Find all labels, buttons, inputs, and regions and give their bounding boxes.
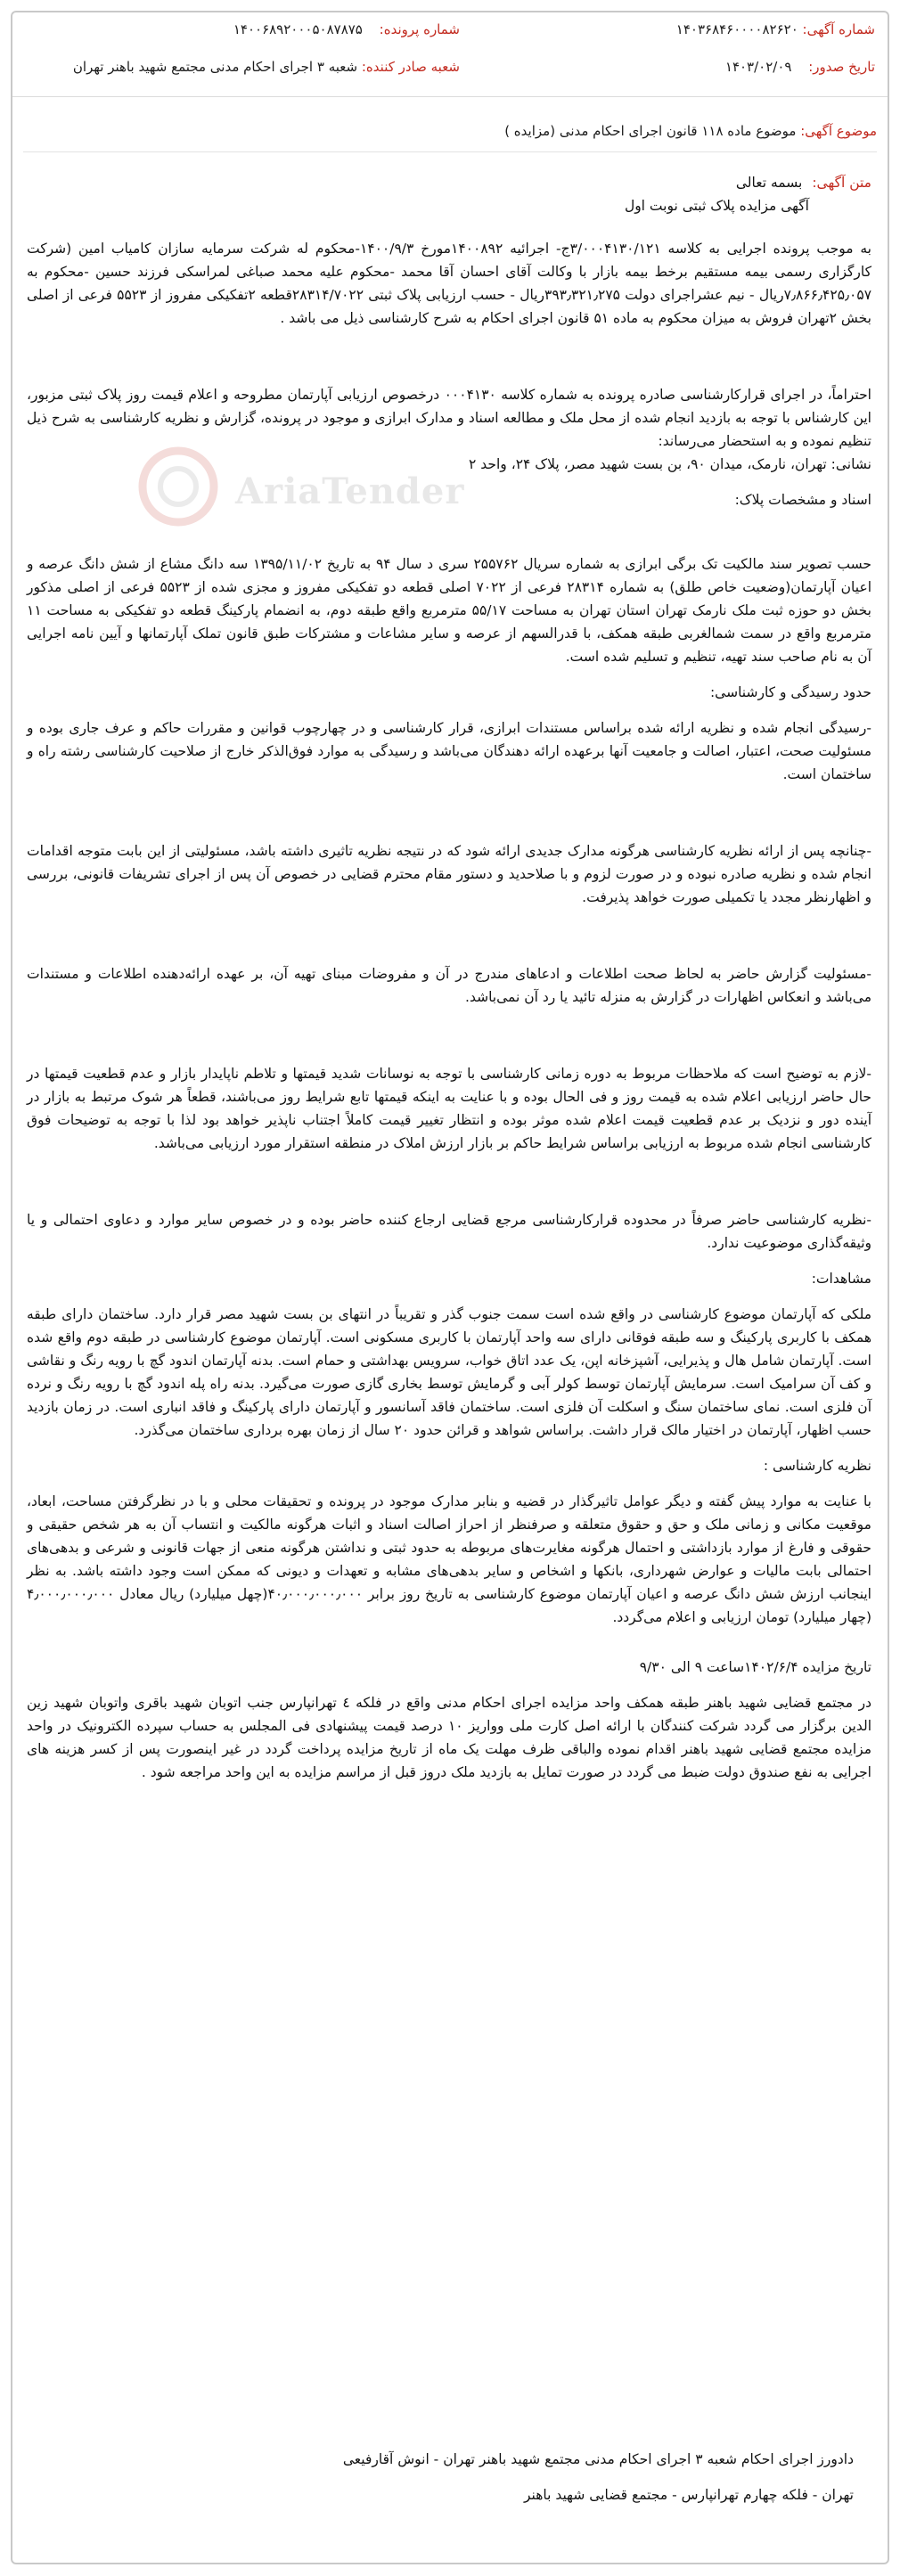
- notice-title: آگهی مزایده پلاک ثبتی نوبت اول: [624, 198, 809, 214]
- heading-opinion: نظریه کارشناسی :: [763, 1458, 871, 1474]
- notice-header: [12, 12, 888, 97]
- paragraph-observations: ملکی که آپارتمان موضوع کارشناسی در واقع شده است سمت جنوب گذر و تقریباً در انتهای بن بست شهید مصر قرار دارد. ساختمان دارای طبقه همکف با کاربری پارکینگ و سه طبقه فوقانی دارای سه واحد آپارتمان با کاربری مسکونی است. آپارتمان موضوع کارشناسی در طبقه دوم واقع شده است. آپارتمان شامل هال و پذیرایی، آشپزخانه اپن، یک عدد اتاق خواب، سرویس بهداشتی و حمام است. بدنه آپارتمان اندود گچ با رویه رنگ و نقاشی و کف آن سرامیک است. سرمایش آپارتمان توسط کولر آبی و گرمایش توسط بخاری گازی صورت می‌گیرد. بدنه راه پله اندود گچ با رویه رنگ و نرده آن فلزی است. نمای ساختمان سنگ و اسکلت آن فلزی است. ساختمان فاقد آسانسور و آپارتمان دارای پارکینگ و فاقد انباری است. در زمان بازدید حسب اظهار، آپارتمان در اختیار مالک قرار داشت. براساس شواهد و قرائن حدود ۲۰ سال از زمان بهره برداری ساختمان می‌گذرد.: [27, 1306, 871, 1438]
- issue-date-value: ۱۴۰۳/۰۲/۰۹: [724, 59, 792, 75]
- paragraph-intro: احتراماً، در اجرای قرارکارشناسی صادره پرونده به شماره کلاسه ۰۰۰۴۱۳۰ درخصوص ارزیابی آپارتمان مطروحه و اعلام قیمت روز پلاک ثبتی مزبور، این کارشناس با توجه به بازدید انجام شده از محل ملک و مطالعه اسناد و مدارک ابرازی و موجود در پرونده، گزارش و نظریه کارشناسی به شرح ذیل تنظیم نموده و به استحضار می‌رساند:: [27, 387, 871, 449]
- notice-footer: [39, 2441, 854, 2513]
- text-label: متن آگهی:: [812, 175, 871, 191]
- heading-observations: مشاهدات:: [811, 1271, 871, 1287]
- subject-label: موضوع آگهی:: [800, 123, 877, 139]
- issuing-branch-row: [73, 59, 460, 75]
- file-number-label: شماره پرونده:: [379, 21, 460, 37]
- ad-number-row: [676, 21, 875, 37]
- footer-officer: دادورز اجرای احکام شعبه ۳ اجرای احکام مدنی مجتمع شهید باهنر تهران - انوش آقارفیعی: [342, 2451, 854, 2467]
- file-number-value: ۱۴۰۰۶۸۹۲۰۰۰۵۰۸۷۸۷۵: [233, 21, 363, 37]
- notice-sheet: [11, 11, 889, 2564]
- heading-scope: حدود رسیدگی و کارشناسی:: [709, 684, 871, 700]
- paragraph-deed: حسب تصویر سند مالکیت تک برگی ابرازی به شماره سریال ۲۵۵۷۶۲ سری د سال ۹۴ به تاریخ ۱۳۹۵/۱۱/۰۲ سه دانگ مشاع از شش دانگ عرصه و اعیان آپارتمان(وضعیت خاص طلق) به شماره ۲۸۳۱۴ فرعی از ۷۰۲۲ اصلی قطعه دو تفکیکی مفروز و مجزی شده از ۵۵۲۳ فرعی از اصلی مذکور بخش دو حوزه ثبت ملک نارمک تهران استان تهران به مساحت ۵۵/۱۷ مترمربع واقع طبقه دوم، به انضمام پارکینگ قطعه دو تفکیکی به مساحت ۱۱ مترمربع واقع در سمت شمالغربی طبقه همکف، با قدرالسهم از عرصه و سایر مشاعات و مشترکات طبق قانون تملک آپارتمانها و آیین نامه اجرایی آن به نام صاحب سند تهیه، تنظیم و تسلیم شده است.: [27, 556, 872, 665]
- subject-row: [23, 123, 877, 152]
- ad-number-value: ۱۴۰۳۶۸۴۶۰۰۰۰۸۲۶۲۰: [675, 21, 798, 37]
- heading-documents: اسناد و مشخصات پلاک:: [734, 492, 871, 508]
- issue-date-row: [725, 59, 875, 75]
- paragraph-case-info: به موجب پرونده اجرایی به کلاسه ۳/۰۰۰۴۱۳۰/۱۲۱ج- اجرائیه ۱۴۰۰۸۹۲مورخ ۱۴۰۰/۹/۳-محکوم له شرکت سرمایه سازان کامیاب امین (شرکت کارگزاری رسمی بیمه مستقیم برخط بیمه بازار با وکالت آقای احسان آقا محمد -محکوم علیه محمد صباغی لمراسکی فرزند حسین -محکوم به ۷٫۸۶۶٫۴۲۵٫۰۵۷ریال - نیم عشراجرای دولت ۳۹۳٫۳۲۱٫۲۷۵ریال - حسب ارزیابی پلاک ثبتی ۲۸۳۱۴/۷۰۲۲قطعه ۲تفکیکی مفروز از ۵۵۲۳ فرعی از اصلی بخش ۲تهران فروش به میزان محکوم به ماده ۵۱ قانون اجرای احکام به شرح کارشناسی ذیل می باشد .: [27, 241, 872, 326]
- paragraph-scope-4: -لازم به توضیح است که ملاحظات مربوط به دوره زمانی کارشناسی با توجه به نوسانات شدید قیمتها و تلاطم ناپایدار بازار و عدم قطعیت قیمتها در حال حاضر ارزیابی اعلام شده به قیمت روز و فی الحال بوده و با عنایت به اینکه قیمتها تابع شرایط روز می‌باشند، قطعاً هر شوک مرتبط به بازار در آینده دور و نزدیک بر عدم قطعیت قیمت اعلام شده موثر بوده و انتظار تغییر قیمت کاملاً اجتناب ناپذیر خواهد بود لذا با توجه به توضیحات فوق کارشناسی انجام شده مربوط به ارزیابی براساس شرایط حاکم بر بازار ارزش املاک در منطقه استقرار مورد ارزیابی می‌باشد.: [27, 1066, 871, 1151]
- issuing-branch-value: شعبه ۳ اجرای احکام مدنی مجتمع شهید باهنر تهران: [72, 59, 358, 75]
- paragraph-auction-terms: در مجتمع قضایی شهید باهنر طبقه همکف واحد مزایده اجرای احکام مدنی واقع در فلکه ٤ تهرانپارس جنب اتوبان شهید باقری واتوبان شهید زین الدین برگزار می گردد شرکت کنندگان با ارائه اصل کارت ملی وواریز ۱۰ درصد قیمت پیشنهادی فی المجلس به حساب سپرده الکترونیک در واحد مزایده مجتمع قضایی شهید باهنر اقدام نموده والباقی ظرف مهلت یک ماه از تاریخ مزایده پرداخت گردد در غیر اینصورت پس از کسر هزینه های اجرایی به نفع صندوق دولت ضبط می گردد در صورت تمایل به بازدید ملک دروز قبل از مراسم مزایده به این واحد مراجعه شود .: [27, 1695, 871, 1780]
- bismillah: بسمه تعالی: [735, 175, 803, 191]
- footer-address: تهران - فلکه چهارم تهرانپارس - مجتمع قضایی شهید باهنر: [524, 2487, 854, 2503]
- paragraph-scope-1: -رسیدگی انجام شده و نظریه ارائه شده براساس مستندات ابرازی، قرار کارشناسی و در چهارچوب قوانین و مقررات حاکم و عرف جاری بوده و مسئولیت صحت، اعتبار، اصالت و جامعیت آنها برعهده ارائه دهندگان می‌باشد و رسیدگی به موارد فوق‌الذکر خارج از صلاحیت کارشناسی رشته راه و ساختمان است.: [27, 720, 871, 782]
- paragraph-scope-3: -مسئولیت گزارش حاضر به لحاظ صحت اطلاعات و ادعاهای مندرج در آن و مفروضات مبنای تهیه آن، بر عهده ارائه‌دهنده اطلاعات و مستندات می‌باشد و انعکاس اظهارات در گزارش به منزله تائید یا رد آن نمی‌باشد.: [27, 966, 871, 1005]
- paragraph-scope-2: -چنانچه پس از ارائه نظریه کارشناسی هرگونه مدارک جدیدی ارائه شود که در نتیجه نظریه تاثیری داشته باشد، مسئولیتی از این بابت متوجه اقدامات انجام شده و نظریه صادره نبوده و در صورت لزوم و با صلاحدید و دستور مقام محترم قضایی در خصوص آن پس از اجرای تشریفات قانونی، بررسی و اظهارنظر مجدد یا تکمیلی صورت خواهد پذیرفت.: [27, 843, 871, 905]
- text-label-line: [27, 171, 871, 194]
- file-number-row: [233, 21, 460, 37]
- paragraph-address: نشانی: تهران، نارمک، میدان ۹۰، بن بست شهید مصر، پلاک ۲۴، واحد ۲: [469, 456, 871, 472]
- auction-date: تاریخ مزایده ۱۴۰۲/۶/۴ساعت ۹ الی ۹/۳۰: [639, 1659, 871, 1675]
- paragraph-opinion: با عنایت به موارد پیش گفته و دیگر عوامل تاثیرگذار در قضیه و بنابر مدارک موجود در پرونده و تحقیقات محلی و با در نظرگرفتن مساحت، ابعاد، موقعیت مکانی و زمانی ملک و حق و حقوق متعلقه و صرفنظر از احراز اصالت اسناد و اثبات هرگونه مالکیت و انتساب آن به هر شخص حقیقی و حقوقی و فارغ از موارد بازداشتی و احتمال هرگونه مغایرت‌های مربوطه به حدود ثبتی و نداشتن هرگونه منعی از جهات قانونی و شرعی و بدهی‌های احتمالی بابت مالیات و عوارض شهرداری، بانکها و اشخاص و سایر بدهی‌های مشابه و تعهدات و دیونی که ممکن است وجود داشته باشد. به نظر اینجانب ارزش شش دانگ عرصه و اعیان آپارتمان موضوع کارشناسی به تاریخ روز برابر ۴۰٫۰۰۰٫۰۰۰٫۰۰۰(چهل میلیارد) ریال معادل ۴٫۰۰۰٫۰۰۰٫۰۰۰ (چهار میلیارد) تومان ارزیابی و اعلام می‌گردد.: [27, 1493, 871, 1625]
- notice-body: [27, 171, 871, 1784]
- ad-number-label: شماره آگهی:: [802, 21, 875, 37]
- watermark-text: AriaTender: [235, 470, 465, 512]
- issuing-branch-label: شعبه صادر کننده:: [361, 59, 460, 75]
- paragraph-scope-5: -نظریه کارشناسی حاضر صرفاً در محدوده قرارکارشناسی مرجع قضایی ارجاع کننده حاضر بوده و در خصوص سایر موارد و دعاوی احتمالی و یا وثیقه‌گذاری موضوعیت ندارد.: [27, 1212, 871, 1251]
- subject-value: موضوع ماده ۱۱۸ قانون اجرای احکام مدنی (مزایده ): [504, 123, 797, 139]
- issue-date-label: تاریخ صدور:: [808, 59, 875, 75]
